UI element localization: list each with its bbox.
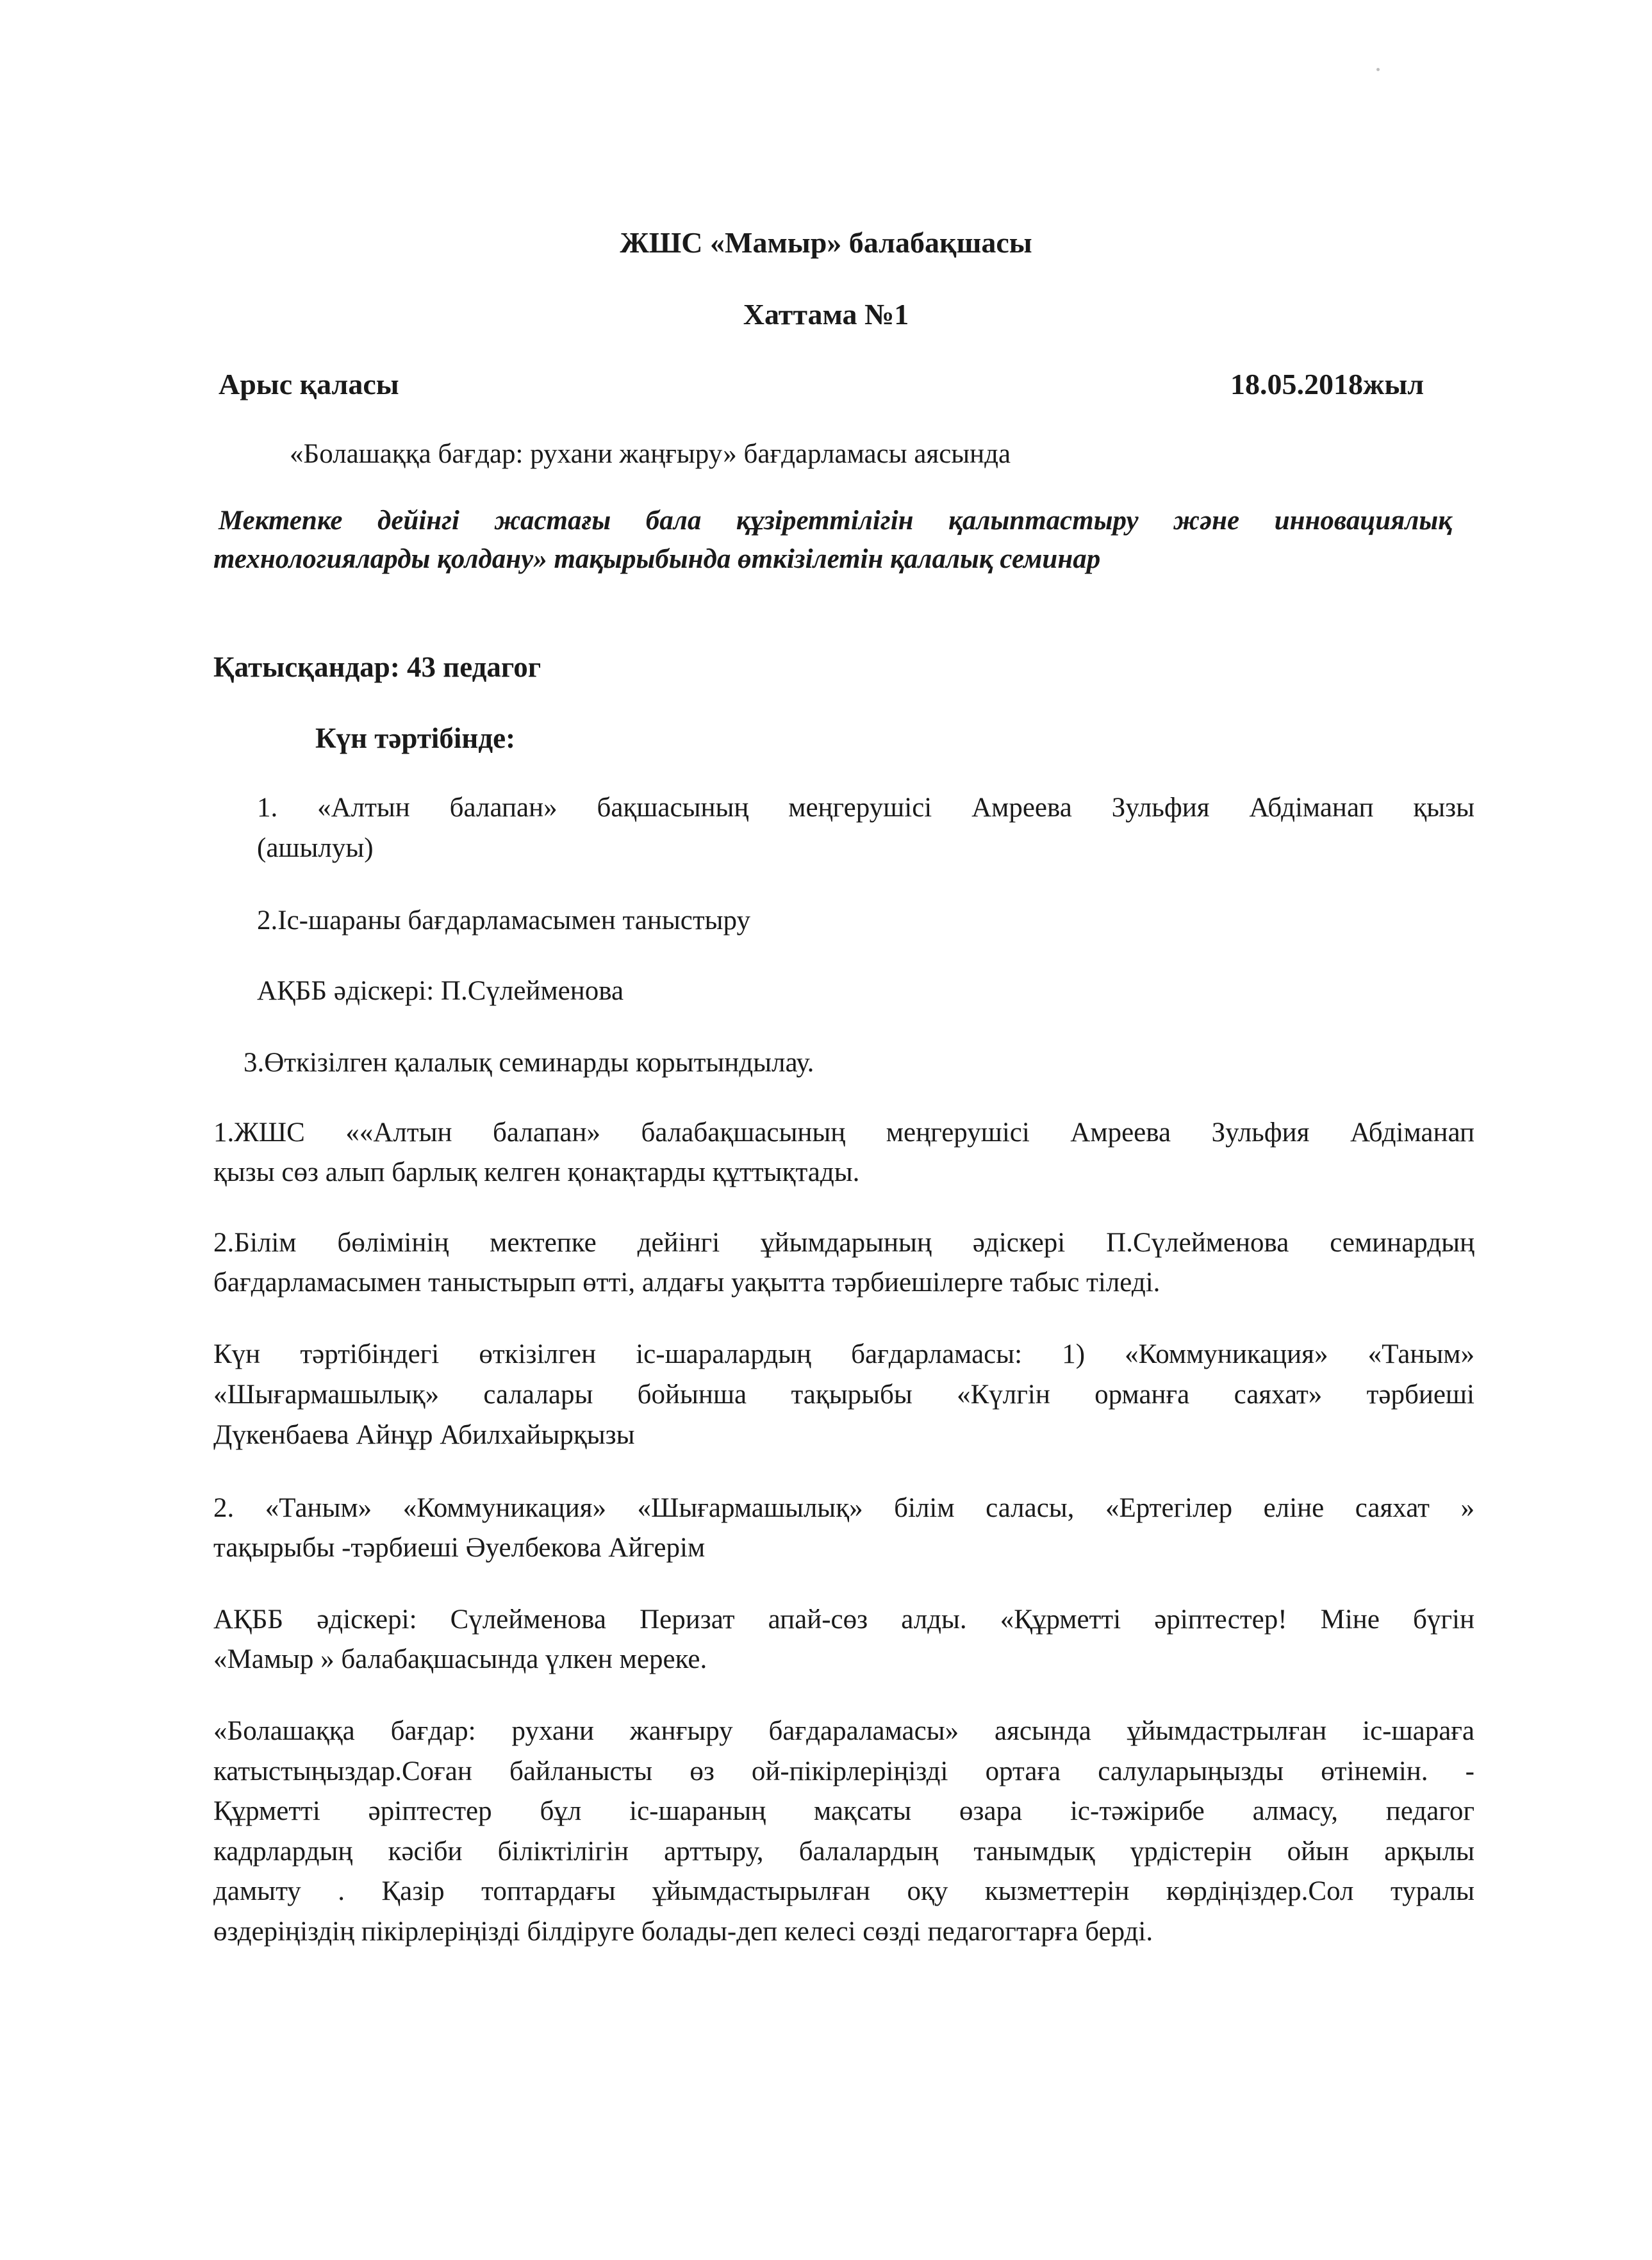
agenda-item-2-speaker: АҚББ әдіскері: П.Сүлейменова — [257, 976, 624, 1006]
agenda-item-2: 2.Іс-шараны бағдарламасымен таныстыру — [257, 905, 750, 936]
paragraph-1-line-1: 1.ЖШС ««Алтын балапан» балабақшасының меңгерушісі Амреева Зульфия Абдіманап — [213, 1118, 1474, 1148]
paragraph-2-line-2: бағдарламасымен таныстырып өтті, алдағы уақытта тәрбиешілерге табыс тіледі. — [213, 1267, 1161, 1298]
paragraph-1-line-2: қызы сөз алып барлық келген қонақтарды құттықтады. — [213, 1157, 860, 1187]
agenda-heading: Күн тәртібінде: — [315, 722, 516, 754]
paragraph-6-line-6: өздеріңіздің пікірлеріңізді білдіруге болады-деп келесі сөзді педагогтарға берді. — [213, 1917, 1153, 1947]
scan-speck — [1376, 68, 1380, 71]
org-title: ЖШС «Мамыр» балабақшасы — [620, 226, 1032, 259]
paragraph-5-line-2: «Мамыр » балабақшасында үлкен мереке. — [213, 1644, 707, 1674]
paragraph-3-line-2: «Шығармашылық» салалары бойынша тақырыбы «Күлгін орманға саяхат» тәрбиеші — [213, 1380, 1474, 1410]
participants: Қатысқандар: 43 педагог — [213, 651, 541, 683]
agenda-item-1: 1. «Алтын балапан» бақшасының меңгерушісі Амреева Зульфия Абдіманап қызы — [257, 793, 1474, 823]
topic-line-1: Мектепке дейінгі жастағы бала құзіреттілігін қалыптастыру және инновациялық — [219, 506, 1452, 536]
program-line: «Болашаққа бағдар: рухани жаңғыру» бағдарламасы аясында — [290, 439, 1011, 469]
city: Арыс қаласы — [219, 368, 399, 400]
agenda-item-1-cont: (ашылуы) — [257, 833, 374, 863]
paragraph-3-line-1: Күн тәртібіндегі өткізілген іс-шаралардың бағдарламасы: 1) «Коммуникация» «Таным» — [213, 1339, 1474, 1369]
paragraph-3-line-3: Дүкенбаева Айнұр Абилхайырқызы — [213, 1420, 635, 1450]
topic-line-2: технологияларды қолдану» тақырыбында өткізілетін қалалық семинар — [213, 544, 1101, 574]
agenda-item-3: 3.Өткізілген қалалық семинарды корытындылау. — [244, 1048, 814, 1078]
paragraph-6-line-3: Құрметті әріптестер бұл іс-шараның мақсаты өзара іс-тәжірибе алмасу, педагог — [213, 1796, 1474, 1826]
paragraph-5-line-1: АҚББ әдіскері: Сүлейменова Перизат апай-сөз алды. «Құрметті әріптестер! Міне бүгін — [213, 1604, 1474, 1635]
paragraph-6-line-5: дамыту . Қазір топтардағы ұйымдастырылған оқу кызметтерін көрдіңіздер.Сол туралы — [213, 1876, 1474, 1906]
doc-title: Хаттама №1 — [743, 298, 909, 331]
paragraph-6-line-2: катыстыңыздар.Соған байланысты өз ой-пікірлеріңізді ортаға салуларыңызды өтінемін. - — [213, 1756, 1474, 1786]
paragraph-4-line-1: 2. «Таным» «Коммуникация» «Шығармашылық» білім саласы, «Ертегілер еліне саяхат » — [213, 1493, 1474, 1523]
paragraph-2-line-1: 2.Білім бөлімінің мектепке дейінгі ұйымдарының әдіскері П.Сүлейменова семинардың — [213, 1228, 1474, 1258]
paragraph-6-line-4: кадрлардың кәсіби біліктілігін арттыру, балалардың танымдық үрдістерін ойын арқылы — [213, 1836, 1474, 1867]
date: 18.05.2018жыл — [1230, 368, 1425, 400]
paragraph-4-line-2: тақырыбы -тәрбиеші Әуелбекова Айгерім — [213, 1533, 706, 1563]
paragraph-6-line-1: «Болашаққа бағдар: рухани жанғыру бағдараламасы» аясында ұйымдастрылған іс-шараға — [213, 1716, 1474, 1746]
